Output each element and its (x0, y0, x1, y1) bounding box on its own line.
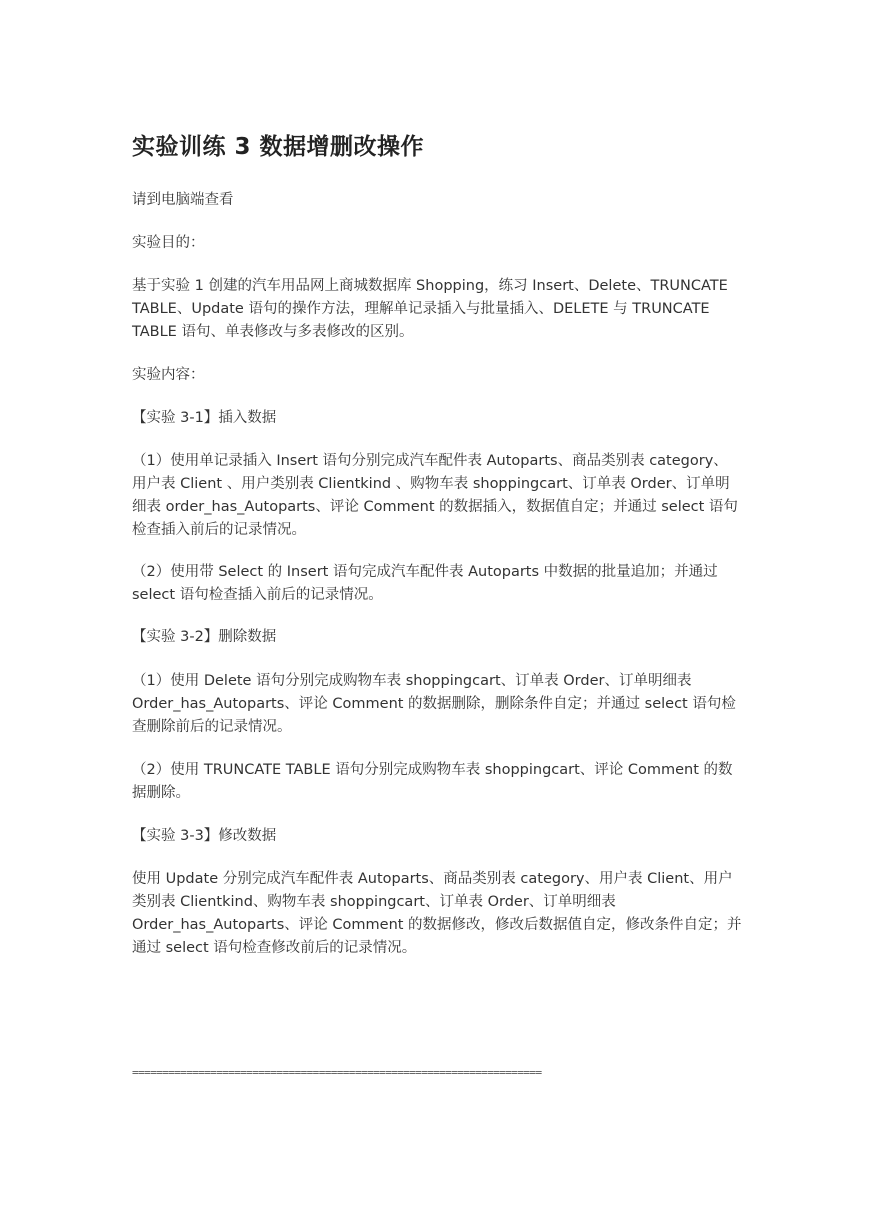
experiment-3-2-heading: 【实验 3-2】删除数据 (132, 629, 277, 645)
content-heading: 实验内容： (132, 367, 205, 383)
purpose-paragraph: 基于实验 1 创建的汽车用品网上商城数据库 Shopping，练习 Insert、Delete、TRUNCATE TABLE、Update 语句的操作方法，理解单记录插入与批量插入、DELETE 与 TRUNCATE TABLE 语句、单表修改与多表修改的区别。 (132, 278, 728, 340)
experiment-3-2-item-1: （1）使用 Delete 语句分别完成购物车表 shoppingcart、订单表 Order、订单明细表 Order_has_Autoparts、评论 Comment 的数据删除，删除条件自定；并通过 select 语句检查删除前后的记录情况。 (132, 673, 736, 735)
experiment-3-3-heading: 【实验 3-3】修改数据 (132, 828, 277, 844)
view-hint-text: 请到电脑端查看 (132, 192, 234, 208)
purpose-heading: 实验目的： (132, 235, 205, 251)
separator-line: ==================================================================== (132, 1066, 542, 1079)
experiment-3-2-item-2: （2）使用 TRUNCATE TABLE 语句分别完成购物车表 shoppingcart、评论 Comment 的数据删除。 (132, 762, 733, 801)
page-title: 实验训练 3 数据增删改操作 (132, 134, 425, 160)
experiment-3-1-heading: 【实验 3-1】插入数据 (132, 410, 277, 426)
experiment-3-1-item-2: （2）使用带 Select 的 Insert 语句完成汽车配件表 Autoparts 中数据的批量追加；并通过 select 语句检查插入前后的记录情况。 (132, 564, 718, 603)
experiment-3-1-item-1: （1）使用单记录插入 Insert 语句分别完成汽车配件表 Autoparts、商品类别表 category、用户表 Client 、用户类别表 Clientkind 、购物车表 shoppingcart、订单表 Order、订单明细表 order_has_Autoparts、评论 Comment 的数据插入，数据值自定；并通过 select 语句检查插入前后的记录情况。 (132, 453, 738, 538)
experiment-3-3-paragraph: 使用 Update 分别完成汽车配件表 Autoparts、商品类别表 category、用户表 Client、用户类别表 Clientkind、购物车表 shoppingcart、订单表 Order、订单明细表 Order_has_Autoparts、评论 Comment 的数据修改，修改后数据值自定，修改条件自定；并通过 select 语句检查修改前后的记录情况。 (132, 871, 742, 956)
